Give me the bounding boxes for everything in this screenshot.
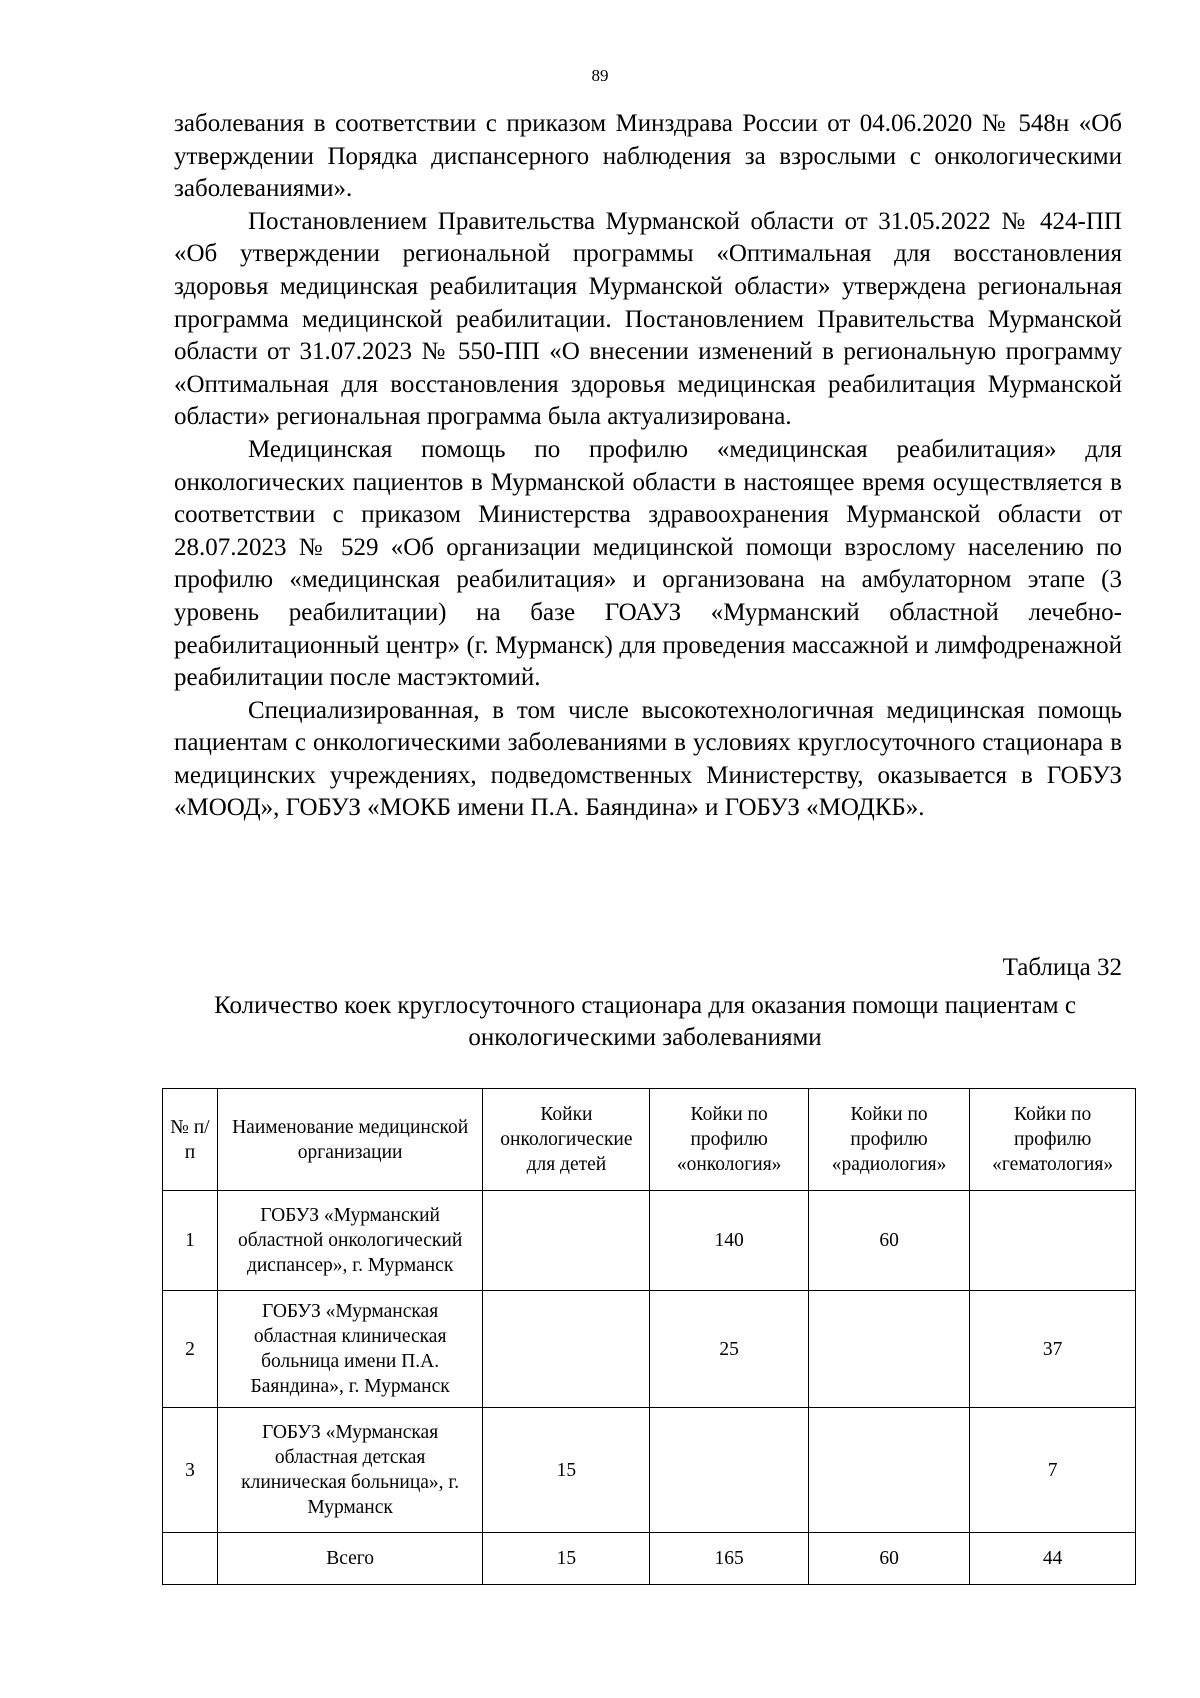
table-row [163,1191,1136,1291]
paragraph-rehab-care: Медицинская помощь по профилю «медицинская реабилитация» для онкологических пациентов в Мурманской области в настоящее время осуществляется в соответствии с приказом Министерства здравоохранения Мурманской области от 28.07.2023 № 529 «Об организации медицинской помощи взрослому населению по профилю «медицинская реабилитация» и организована на амбулаторном этапе (3 уровень реабилитации) на базе ГОАУЗ «Мурманский областной лечебно-реабилитационный центр» (г. Мурманск) для проведения массажной и лимфодренажной реабилитации после мастэктомий. [174,435,1122,692]
cell-total-pediatric-oncology: 15 [483,1533,650,1585]
cell-total-hematology: 44 [970,1533,1136,1585]
cell-radiology: 60 [808,1191,969,1291]
beds-table [162,1088,1136,1585]
cell-number [163,1533,218,1585]
cell-radiology [808,1408,969,1533]
cell-oncology: 25 [650,1291,808,1408]
cell-oncology [650,1408,808,1533]
cell-organization: ГОБУЗ «Мурманская областная детская клиническая больница», г. Мурманск [217,1408,483,1533]
header-number: № п/п [163,1089,218,1191]
table-row [163,1291,1136,1408]
table-total-row [163,1533,1136,1585]
cell-pediatric-oncology [483,1191,650,1291]
cell-radiology [808,1291,969,1408]
header-hematology: Койки по профилю «гематология» [970,1089,1136,1191]
cell-hematology: 7 [970,1408,1136,1533]
table-label: Таблица 32 [1002,954,1122,981]
cell-oncology: 140 [650,1191,808,1291]
cell-organization: ГОБУЗ «Мурманский областной онкологический диспансер», г. Мурманск [217,1191,483,1291]
page-number: 89 [591,66,609,85]
paragraph-rehab-program: Постановлением Правительства Мурманской области от 31.05.2022 № 424-ПП «Об утверждении региональной программы «Оптимальная для восстановления здоровья медицинская реабилитация Мурманской области» утверждена региональная программа медицинской реабилитации. Постановлением Правительства Мурманской области от 31.07.2023 № 550-ПП «О внесении изменений в региональную программу «Оптимальная для восстановления здоровья медицинская реабилитация Мурманской области» региональная программа была актуализирована. [174,207,1122,431]
table-row [163,1408,1136,1533]
cell-total-label: Всего [217,1533,483,1585]
cell-pediatric-oncology: 15 [483,1408,650,1533]
header-organization: Наименование медицинской организации [217,1089,483,1191]
body-text [174,108,1122,825]
paragraph-specialized-care: Специализированная, в том числе высокотехнологичная медицинская помощь пациентам с онкологическими заболеваниями в условиях круглосуточного стационара в медицинских учреждениях, подведомственных Министерству, оказывается в ГОБУЗ «МООД», ГОБУЗ «МОКБ имени П.А. Баяндина» и ГОБУЗ «МОДКБ». [174,696,1122,822]
paragraph-continuation: заболевания в соответствии с приказом Минздрава России от 04.06.2020 № 548н «Об утверждении Порядка диспансерного наблюдения за взрослыми с онкологическими заболеваниями». [174,110,1122,203]
cell-total-radiology: 60 [808,1533,969,1585]
table-header-row [163,1089,1136,1191]
header-pediatric-oncology: Койки онкологические для детей [483,1089,650,1191]
cell-pediatric-oncology [483,1291,650,1408]
cell-hematology: 37 [970,1291,1136,1408]
cell-hematology [970,1191,1136,1291]
cell-number: 1 [163,1191,218,1291]
header-radiology: Койки по профилю «радиология» [808,1089,969,1191]
header-oncology: Койки по профилю «онкология» [650,1089,808,1191]
table-title: Количество коек круглосуточного стационара для оказания помощи пациентам с онкологическими заболеваниями [214,992,1076,1051]
cell-number: 2 [163,1291,218,1408]
cell-organization: ГОБУЗ «Мурманская областная клиническая больница имени П.А. Баяндина», г. Мурманск [217,1291,483,1408]
cell-total-oncology: 165 [650,1533,808,1585]
cell-number: 3 [163,1408,218,1533]
